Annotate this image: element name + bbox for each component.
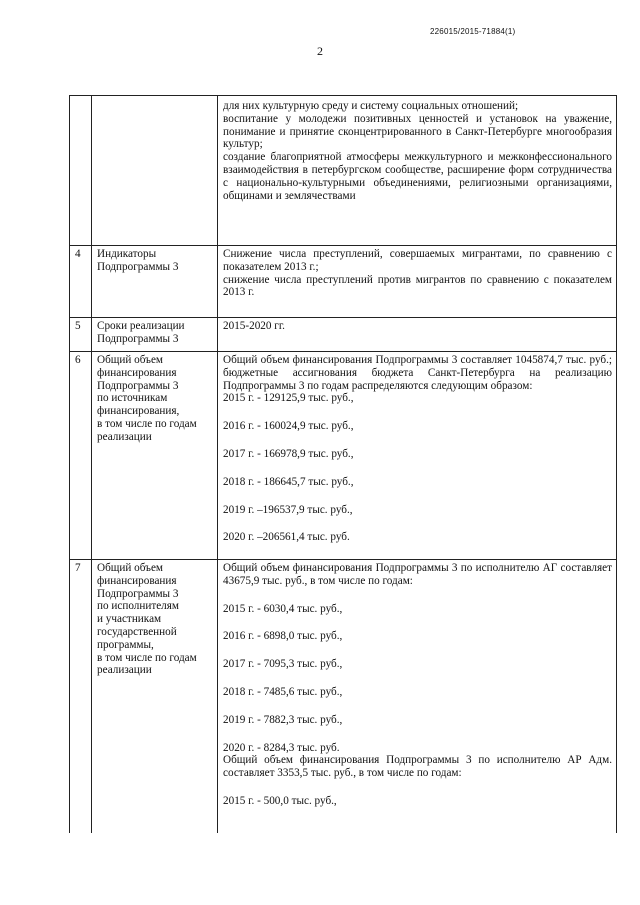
label-line: реализации: [97, 664, 152, 677]
label-line: программы,: [97, 638, 154, 651]
year-amount: 2018 г. - 7485,6 тыс. руб.,: [223, 685, 343, 698]
paragraph: Снижение числа преступлений, совершаемых мигрантами, по сравнению с показателем 2013 г.;: [223, 248, 612, 273]
year-amount: 2015 г. - 6030,4 тыс. руб.,: [223, 602, 343, 615]
year-amount: 2019 г. –196537,9 тыс. руб.,: [223, 503, 353, 516]
label-line: в том числе по годам: [97, 417, 197, 430]
paragraph: воспитание у молодежи позитивных ценностей и установок на уважение, понимание и принятие сконцентрированного в Санкт-Петербурге многообразия культур;: [223, 112, 612, 151]
row-content: [218, 318, 617, 352]
label-line: Сроки реализации: [97, 320, 185, 332]
row-content: [218, 352, 617, 560]
subprogram-passport-table: [69, 95, 617, 833]
paragraph: снижение числа преступлений против мигрантов по сравнению с показателем 2013 г.: [223, 273, 612, 299]
year-amount: 2018 г. - 186645,7 тыс. руб.,: [223, 475, 354, 488]
year-amount: 2015 г. - 129125,9 тыс. руб.,: [223, 392, 354, 405]
label-line: Подпрограммы 3: [97, 260, 179, 273]
row-content: [218, 96, 617, 246]
year-amount: 2016 г. - 6898,0 тыс. руб.,: [223, 630, 343, 643]
paragraph: для них культурную среду и систему социальных отношений;: [223, 100, 519, 112]
label-line: Подпрограммы 3: [97, 332, 179, 345]
label-line: по исполнителям: [97, 600, 179, 613]
row-number: 4: [70, 246, 92, 318]
table-row: [70, 318, 617, 352]
row-content: [218, 246, 617, 318]
label-line: по источникам: [97, 392, 168, 405]
label-line: и участникам: [97, 613, 162, 626]
row-number: 7: [70, 560, 92, 834]
year-amount: 2019 г. - 7882,3 тыс. руб.,: [223, 713, 343, 726]
paragraph: Общий объем финансирования Подпрограммы 3 по исполнителю АГ составляет 43675,9 тыс. руб., в том числе по годам:: [223, 562, 612, 587]
paragraph: Общий объем финансирования Подпрограммы 3 по исполнителю АР Адм. составляет 3353,5 тыс. руб., в том числе по годам:: [223, 754, 612, 780]
paragraph: создание благоприятной атмосферы межкультурного и межконфессионального взаимодействия в петербургском сообществе, расширение форм сотрудничества с национально-культурными объединениями, религиозными организациями, общинами и землячествами: [223, 151, 612, 202]
row-label: [92, 96, 218, 246]
label-line: финансирования: [97, 366, 177, 379]
label-line: финансирования,: [97, 405, 180, 418]
label-line: Общий объем: [97, 562, 163, 574]
row-label: [92, 318, 218, 352]
paragraph: 2015-2020 гг.: [223, 320, 285, 332]
row-number: [70, 96, 92, 246]
page-number: 2: [317, 44, 323, 58]
year-amount: 2020 г. - 8284,3 тыс. руб.: [223, 741, 340, 754]
label-line: государственной: [97, 625, 177, 638]
label-line: Общий объем: [97, 354, 163, 366]
label-line: Подпрограммы 3: [97, 379, 179, 392]
table-row: [70, 560, 617, 834]
label-line: Подпрограммы 3: [97, 587, 179, 600]
year-amount: 2017 г. - 7095,3 тыс. руб.,: [223, 658, 343, 671]
table-row: [70, 96, 617, 246]
year-amount: 2016 г. - 160024,9 тыс. руб.,: [223, 420, 354, 433]
year-amount: 2020 г. –206561,4 тыс. руб.: [223, 531, 350, 544]
label-line: реализации: [97, 430, 152, 443]
table-row: [70, 246, 617, 318]
document-id: 226015/2015-71884(1): [430, 27, 516, 36]
year-amount: 2017 г. - 166978,9 тыс. руб.,: [223, 447, 354, 460]
row-content: [218, 560, 617, 834]
paragraph: Общий объем финансирования Подпрограммы 3 составляет 1045874,7 тыс. руб.; бюджетные ассигнования бюджета Санкт-Петербурга на реализацию Подпрограммы 3 по годам распределяются следующим образом:: [223, 354, 612, 392]
label-line: в том числе по годам: [97, 651, 197, 664]
row-number: 6: [70, 352, 92, 560]
label-line: финансирования: [97, 574, 177, 587]
row-label: [92, 246, 218, 318]
row-label: [92, 352, 218, 560]
row-number: 5: [70, 318, 92, 352]
row-label: [92, 560, 218, 834]
year-amount: 2015 г. - 500,0 тыс. руб.,: [223, 794, 337, 807]
table-row: [70, 352, 617, 560]
label-line: Индикаторы: [97, 248, 157, 260]
